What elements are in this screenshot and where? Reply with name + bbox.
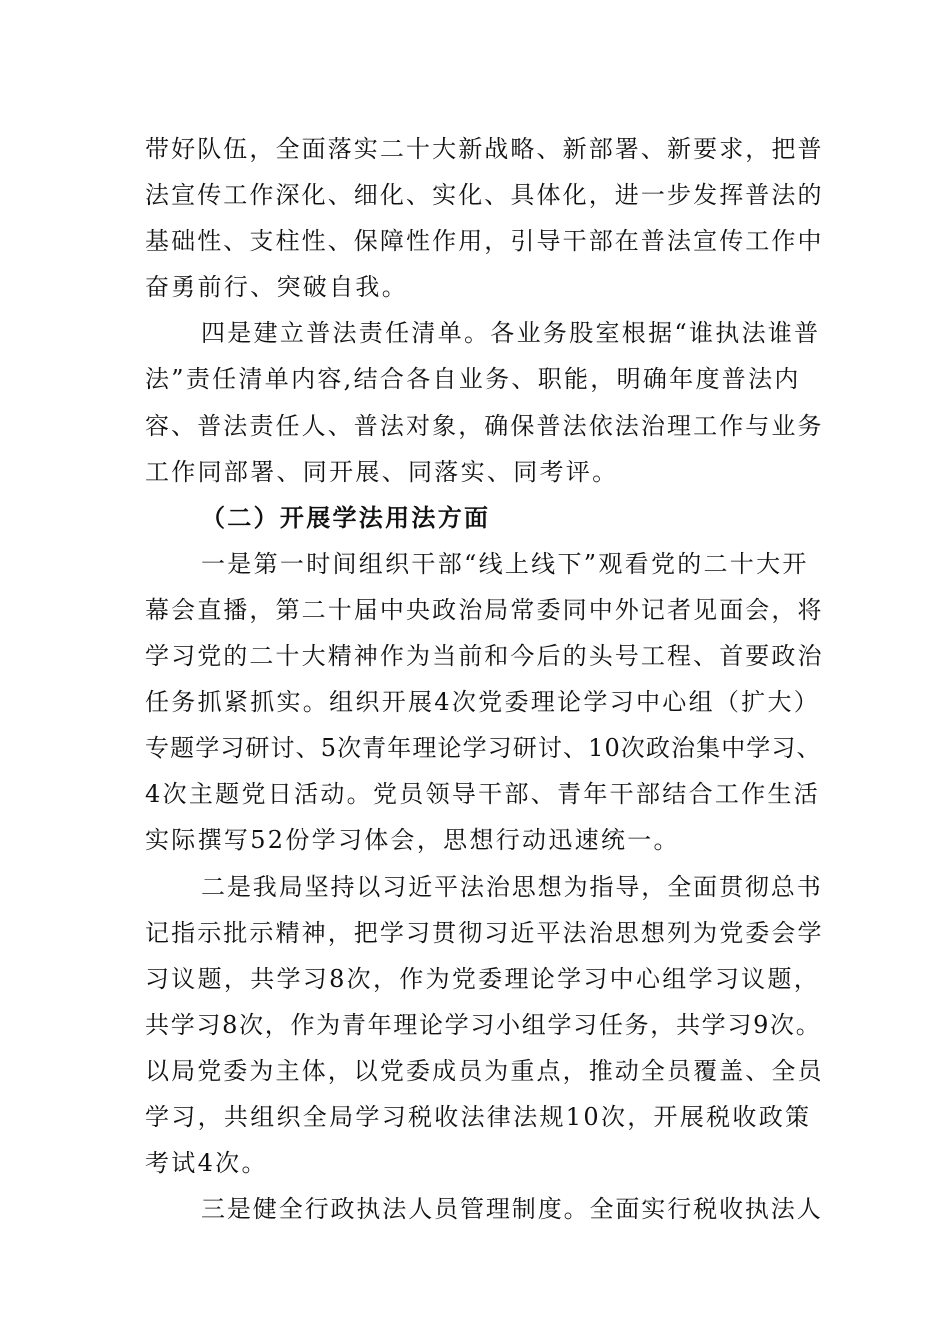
document-body [145,126,825,1232]
section-heading: （二）开展学法用法方面 [201,502,491,532]
body-line: 容、普法责任人、普法对象，确保普法依法治理工作与业务 [145,411,824,440]
body-line: 任务抓紧抓实。组织开展4次党委理论学习中心组（扩大） [145,688,821,717]
body-line: 实际撰写52份学习体会，思想行动迅速统一。 [145,826,680,855]
body-line: 幕会直播，第二十届中央政治局常委同中外记者见面会，将 [145,595,824,624]
body-line: 带好队伍，全面落实二十大新战略、新部署、新要求，把普 [145,135,824,163]
paragraph-first-line: 四是建立普法责任清单。各业务股室根据“谁执法谁普 [201,319,821,348]
body-line: 法宣传工作深化、细化、实化、具体化，进一步发挥普法的 [145,181,824,210]
body-line: 4次主题党日活动。党员领导干部、青年干部结合工作生活 [145,780,821,809]
body-line: 基础性、支柱性、保障性作用，引导干部在普法宣传工作中 [145,227,824,256]
paragraph-first-line: 三是健全行政执法人员管理制度。全面实行税收执法人 [201,1195,823,1224]
body-line: 以局党委为主体，以党委成员为重点，推动全员覆盖、全员 [145,1056,824,1085]
body-line: 考试4次。 [145,1149,268,1178]
body-line: 习议题，共学习8次，作为党委理论学习中心组学习议题， [145,964,821,993]
body-line: 学习党的二十大精神作为当前和今后的头号工程、首要政治 [145,642,824,671]
body-line: 专题学习研讨、5次青年理论学习研讨、10次政治集中学习、 [145,734,822,763]
body-line: 记指示批示精神，把学习贯彻习近平法治思想列为党委会学 [145,918,824,947]
body-line: 学习，共组织全局学习税收法律法规10次，开展税收政策 [145,1102,812,1131]
paragraph-first-line: 二是我局坚持以习近平法治思想为指导，全面贯彻总书 [201,872,823,901]
body-line: 法”责任清单内容,结合各自业务、职能，明确年度普法内 [145,365,801,394]
body-line: 奋勇前行、突破自我。 [145,273,408,302]
body-line: 工作同部署、同开展、同落实、同考评。 [145,457,619,486]
body-line: 共学习8次，作为青年理论学习小组学习任务，共学习9次。 [145,1010,822,1039]
paragraph-first-line: 一是第一时间组织干部“线上线下”观看党的二十大开 [201,549,809,578]
